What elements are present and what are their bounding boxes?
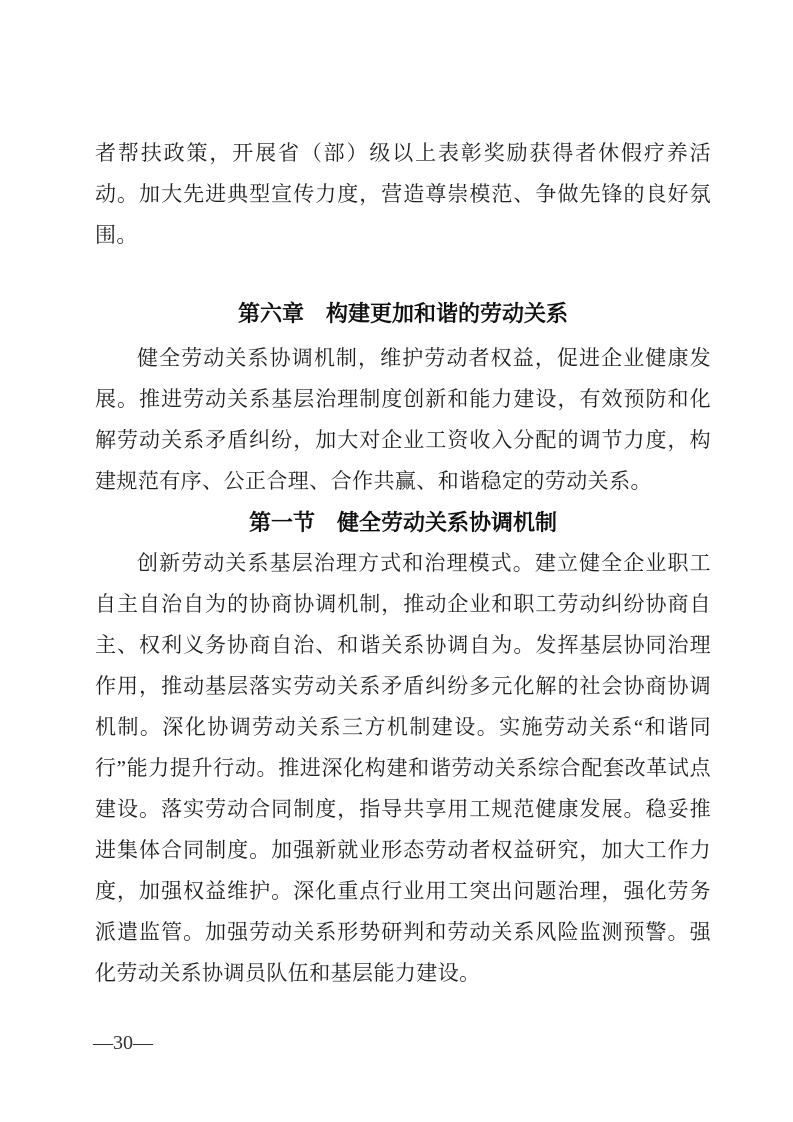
chapter-heading: 第六章 构建更加和谐的劳动关系 — [237, 301, 568, 326]
chapter-intro-paragraph: 健全劳动关系协调机制，维护劳动者权益，促进企业健康发展。推进劳动关系基层治理制度创新和能力建设，有效预防和化解劳动关系矛盾纠纷，加大对企业工资收入分配的调节力度，构建规范有序、公正合理、合作共赢、和谐稳定的劳动关系。 — [95, 346, 711, 493]
section-body-paragraph: 创新劳动关系基层治理方式和治理模式。建立健全企业职工自主自治自为的协商协调机制，推动企业和职工劳动纠纷协商自主、权利义务协商自治、和谐关系协调自为。发挥基层协同治理作用，推动基层落实劳动关系矛盾纠纷多元化解的社会协商协调机制。深化协调劳动关系三方机制建设。实施劳动关系“和谐同行”能力提升行动。推进深化构建和谐劳动关系综合配套改革试点建设。落实劳动合同制度，指导共享用工规范健康发展。稳妥推进集体合同制度。加强新就业形态劳动者权益研究，加大工作力度，加强权益维护。深化重点行业用工突出问题治理，强化劳务派遣监管。加强劳动关系形势研判和劳动关系风险监测预警。强化劳动关系协调员队伍和基层能力建设。 — [95, 551, 711, 985]
page-content — [95, 133, 711, 994]
page-number: —30— — [93, 1032, 153, 1054]
section-heading: 第一节 健全劳动关系协调机制 — [248, 510, 557, 535]
paragraph-continuation: 者帮扶政策，开展省（部）级以上表彰奖励获得者休假疗养活动。加大先进典型宣传力度，营造尊崇模范、争做先锋的良好氛围。 — [95, 141, 711, 247]
